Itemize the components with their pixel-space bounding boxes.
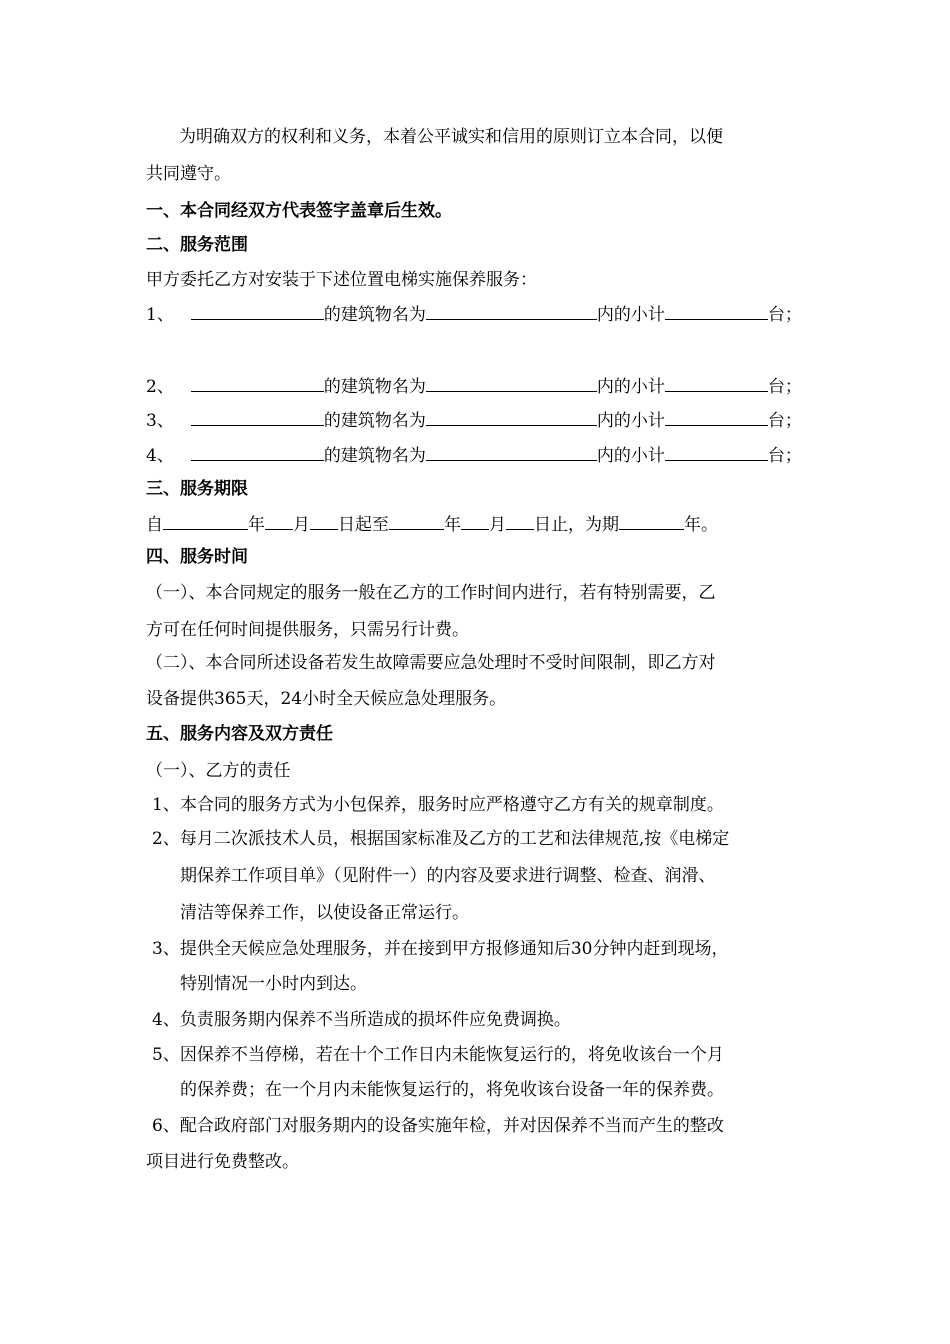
item-text-subtotal: 内的小计 — [596, 377, 665, 397]
location-blank — [191, 407, 324, 426]
section-5-subheading: （一）、乙方的责任 — [146, 761, 291, 781]
period-text-year-2: 年 — [444, 515, 461, 535]
start-month-blank — [265, 511, 293, 530]
section-4-heading: 四、服务时间 — [146, 547, 248, 567]
responsibility-item-6-line-1: 6、配合政府部门对服务期内的设备实施年检，并对因保养不当而产生的整改 — [152, 1116, 724, 1136]
start-year-blank — [163, 511, 248, 530]
section-1-heading: 一、本合同经双方代表签字盖章后生效。 — [146, 201, 452, 221]
item-text-subtotal: 内的小计 — [596, 411, 665, 431]
start-day-blank — [310, 511, 338, 530]
responsibility-item-5-line-2: 的保养费；在一个月内未能恢复运行的，将免收该台设备一年的保养费。 — [180, 1080, 724, 1100]
list-item — [146, 442, 802, 468]
building-name-blank — [426, 373, 597, 392]
section-2-intro: 甲方委托乙方对安装于下述位置电梯实施保养服务： — [146, 270, 537, 290]
responsibility-item-3-line-2: 特别情况一小时内到达。 — [180, 974, 367, 994]
section-4-p2-line-2: 设备提供365天，24小时全天候应急处理服务。 — [146, 689, 507, 709]
item-text-end: 台； — [767, 446, 802, 466]
item-number: 2、 — [146, 377, 174, 397]
location-blank — [191, 301, 324, 320]
item-number: 3、 — [146, 411, 174, 431]
item-text-building: 的建筑物名为 — [323, 411, 426, 431]
intro-line-1: 为明确双方的权利和义务，本着公平诚实和信用的原则订立本合同，以便 — [179, 127, 723, 147]
item-text-building: 的建筑物名为 — [323, 446, 426, 466]
section-4-p2-line-1: （二）、本合同所述设备若发生故障需要应急处理时不受时间限制，即乙方对 — [146, 653, 716, 673]
list-item — [146, 407, 802, 433]
responsibility-item-4: 4、负责服务期内保养不当所造成的损坏件应免费调换。 — [152, 1010, 571, 1030]
list-item — [146, 373, 802, 399]
unit-count-blank — [665, 373, 768, 392]
responsibility-item-2-line-2: 期保养工作项目单》（见附件一）的内容及要求进行调整、检查、润滑、 — [180, 866, 716, 886]
unit-count-blank — [665, 407, 768, 426]
section-4-p1-line-1: （一）、本合同规定的服务一般在乙方的工作时间内进行，若有特别需要，乙 — [146, 583, 716, 603]
building-name-blank — [426, 301, 597, 320]
intro-line-2: 共同遵守。 — [146, 164, 231, 184]
item-text-subtotal: 内的小计 — [596, 446, 665, 466]
responsibility-item-2-line-1: 2、每月二次派技术人员，根据国家标准及乙方的工艺和法律规范,按《电梯定 — [152, 829, 730, 849]
responsibility-item-1: 1、本合同的服务方式为小包保养，服务时应严格遵守乙方有关的规章制度。 — [152, 795, 724, 815]
item-text-end: 台； — [767, 377, 802, 397]
period-text-to: 日起至 — [338, 515, 389, 535]
item-number: 4、 — [146, 446, 174, 466]
section-4-p1-line-2: 方可在任何时间提供服务，只需另行计费。 — [146, 620, 469, 640]
item-text-end: 台； — [767, 305, 802, 325]
responsibility-item-3-line-1: 3、提供全天候应急处理服务，并在接到甲方报修通知后30分钟内赶到现场， — [152, 939, 729, 959]
item-text-end: 台； — [767, 411, 802, 431]
location-blank — [191, 442, 324, 461]
period-text-year: 年 — [248, 515, 265, 535]
unit-count-blank — [665, 442, 768, 461]
responsibility-item-6-line-2: 项目进行免费整改。 — [146, 1152, 299, 1172]
item-text-subtotal: 内的小计 — [596, 305, 665, 325]
end-year-blank — [389, 511, 444, 530]
building-name-blank — [426, 442, 597, 461]
section-2-heading: 二、服务范围 — [146, 235, 248, 255]
period-text-from: 自 — [146, 515, 163, 535]
service-period-line — [146, 511, 718, 537]
section-5-heading: 五、服务内容及双方责任 — [146, 724, 333, 744]
building-name-blank — [426, 407, 597, 426]
item-text-building: 的建筑物名为 — [323, 305, 426, 325]
responsibility-item-5-line-1: 5、因保养不当停梯，若在十个工作日内未能恢复运行的，将免收该台一个月 — [152, 1045, 724, 1065]
item-text-building: 的建筑物名为 — [323, 377, 426, 397]
period-text-duration: 日止，为期 — [534, 515, 619, 535]
unit-count-blank — [665, 301, 768, 320]
duration-blank — [619, 511, 684, 530]
item-number: 1、 — [146, 305, 174, 325]
end-day-blank — [506, 511, 534, 530]
list-item — [146, 301, 802, 327]
end-month-blank — [461, 511, 489, 530]
location-blank — [191, 373, 324, 392]
section-3-heading: 三、服务期限 — [146, 479, 248, 499]
period-text-month: 月 — [293, 515, 310, 535]
period-text-month-2: 月 — [489, 515, 506, 535]
period-text-end: 年。 — [684, 515, 718, 535]
responsibility-item-2-line-3: 清洁等保养工作，以使设备正常运行。 — [180, 903, 469, 923]
